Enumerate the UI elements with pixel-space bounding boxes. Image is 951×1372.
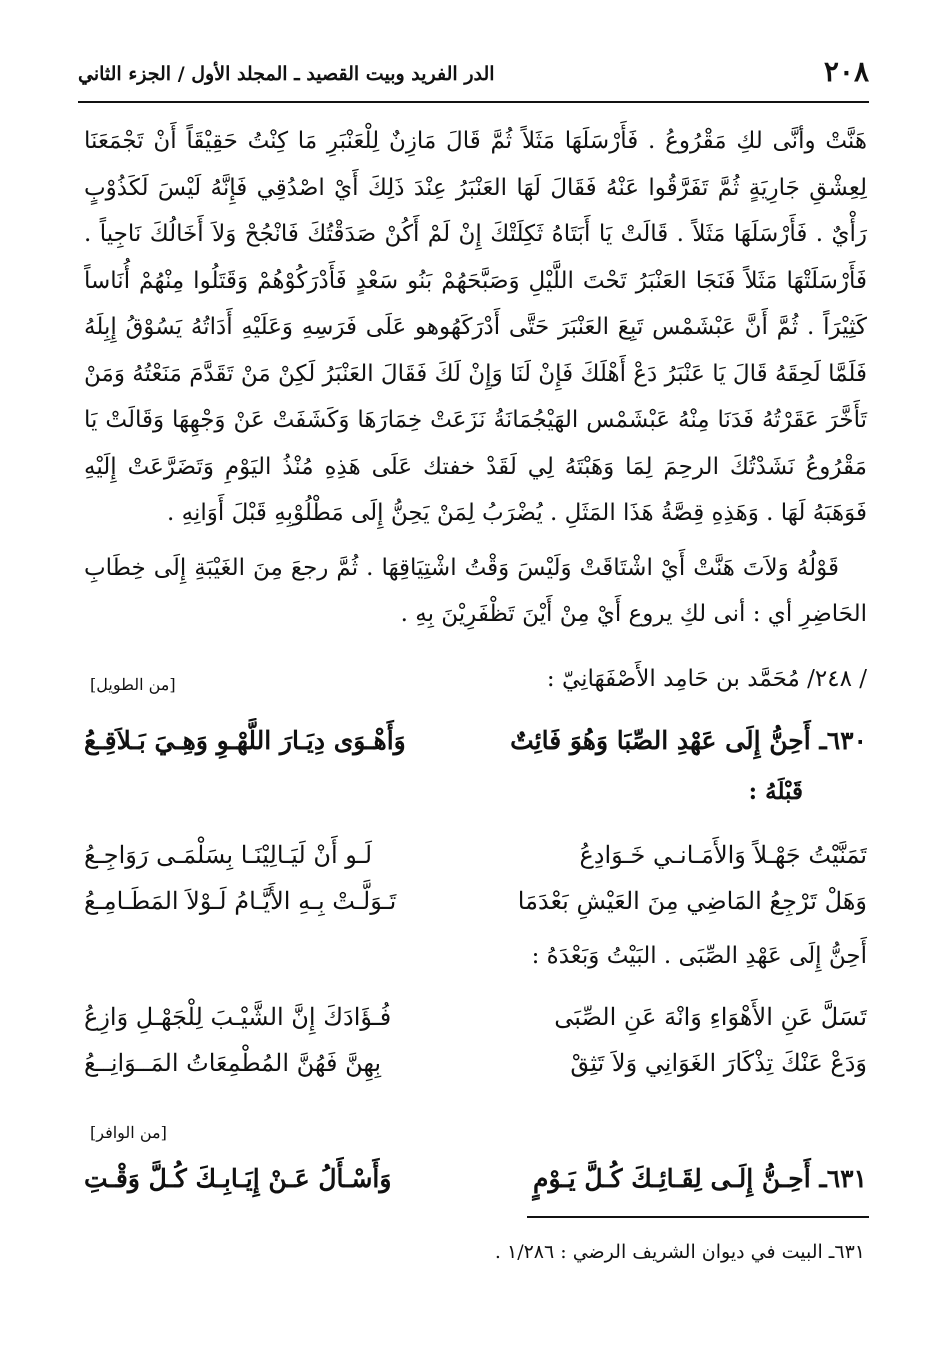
running-header [78, 52, 869, 96]
entry-wafir-heading [84, 1118, 867, 1148]
verse-after-1-second-hemistich: فُـؤَادَكَ إِنَّ الشَّيْـبَ لِلْجَهْـلِ وَازِعُ [84, 1003, 392, 1031]
verse-630-second-hemistich: وَأَهْـوَى دِيَـارَ اللَّهْـوِ وَهِـيَ بَـلاَقِـعُ [84, 726, 406, 755]
verse-after-2-first-hemistich: وَدَعْ عَنْكَ تِذْكَارَ الغَوَانِي وَلاَ تَثِقْ [570, 1049, 867, 1077]
verse-631-first-hemistich: ٦٣١ـ أَحِـنُّ إِلَـى لِقَـائِـكَ كُـلَّ يَـوْمٍ [532, 1164, 867, 1193]
verse-before-2-second-hemistich: تَـوَلَّـتْ بِـهِ الأَيَّـامُ لَـوْلاَ المَطَـامِـعُ [84, 887, 397, 915]
verse-630 [84, 718, 867, 764]
footnote-rule [527, 1216, 869, 1218]
prose-section [84, 118, 867, 638]
running-title: الدر الفريد وبيت القصيد ـ المجلد الأول / الجزء الثاني [78, 63, 495, 85]
verse-630-first-hemistich: ٦٣٠ـ أَحِنُّ إِلَى عَهْدِ الصِّبَا وَهُوَ فَائِتٌ [510, 726, 867, 755]
transition-line: أَحِنُّ إِلَى عَهْدِ الصِّبَى . البَيْتُ وَبَعْدَهُ : [531, 943, 867, 969]
prose-paragraph-story: هَنَّتْ وأنَّى لكِ مَقْرُوعُ . فَأَرْسَلَهَا مَثَلاً ثُمَّ قَالَ مَازِنٌ لِلْعَنْبَرِ مَا كِنْتُ حَقِيْقَاً أَنْ تَجْمَعَنَا لِعِشْقِ جَارِيَةٍ ثُمَّ تَفَرَّقُوا عَنْهُ فَقَالَ لَهَا العَنْبَرُ عِنْدَ ذَلِكَ أَيْ اصْدُقِي فَإِنَّهُ لَيْسَ لَكَذُوْبٍ رَأْيٌ . فَأَرْسَلَهَا مَثَلاً . قَالَتْ يَا أَبَتَاهُ ثَكِلَتْكَ إِنْ لَمْ أَكُنْ صَدَقْتُكَ فَانْجُحْ وَلاَ أَخَالُكَ نَاجِياً . فَأَرْسَلَتْهَا مَثَلاً فَنَجَا العَنْبَرُ تَحْتَ اللَّيْلِ وَصَبَّحَهُمْ بَنُو سَعْدٍ فَأَدْرَكُوْهُمْ وَقَتَلُوا مِنْهُمْ أُنَاساً كَثِيْرَاً . ثُمَّ أَنَّ عَبْشَمْس تَبِعَ العَنْبَرَ حَتَّى أَدْرَكَهُوهو عَلَى فَرَسِهِ وَعَلَيْهِ أَدَاتُهُ يَسُوْقُ إِبِلَهُ فَلَمَّا لَحِقَهُ قَالَ يَا عَنْبَرُ دَعْ أَهْلَكَ فَإِنْ لَنَا وَإِنْ لَكَ فَقَالَ العَنْبَرُ لَكِنْ مَنْ تَقَدَّمَ مَنَعْتُهُ وَمَنْ تَأَخَّرَ عَقَرْتُهُ فَدَنَا مِنْهُ عَبْشَمْس الهَيْجُمَانَةُ نَزَعَتْ خِمَارَهَا وَكَشَفَتْ عَنْ وَجْهِهَا وَقَالَتْ يَا مَقْرُوعُ نَشَدْتُكَ الرحِمَ لِمَا وَهَبْتَهُ لِي لَقَدْ خفتك عَلَى هَذِهِ مُنْذُ اليَوْمِ وَتَضَرَّعَتْ إِلَيْهِ فَوَهَبَهُ لَهَا . وَهَذِهِ قِصَّةُ هَذَا المَثَلِ . يُضْرَبُ لِمَنْ يَحِنُّ إِلَى مَطْلُوْبِهِ قَبْلَ أَوَانِهِ . [84, 128, 867, 526]
footnote: ٦٣١ـ البيت في ديوان الشريف الرضي : ١/٢٨٦ . [494, 1241, 865, 1263]
label-before: قَبْلَهُ : [748, 778, 803, 805]
verse-after-1 [84, 994, 867, 1040]
meter-label-tawil: [من الطويل] [90, 675, 176, 694]
verse-before-1-second-hemistich: لَـو أَنْ لَيَـالِيْنَـا بِسَلْمَـى رَوَاجِـعُ [84, 841, 373, 869]
verse-before-2-first-hemistich: وَهَلْ تَرْجِعُ المَاضِي مِنَ العَيْشِ بَعْدَمَا [517, 887, 867, 915]
verse-before-2 [84, 878, 867, 924]
verse-before-1-first-hemistich: تَمَنَّيْتُ جَهْـلاً وَالأَمَـانـي خَـوَادِعُ [579, 841, 867, 869]
verse-after-2 [84, 1040, 867, 1086]
verse-631 [84, 1156, 867, 1202]
meter-label-wafir: [من الوافر] [90, 1123, 167, 1142]
page-number: ٢٠٨ [823, 55, 869, 88]
verse-before-1 [84, 832, 867, 878]
header-rule [78, 101, 869, 103]
entry-248-heading [84, 660, 867, 700]
poet-attribution: / ٢٤٨/ مُحَمَّد بن حَامِد الأَصْفَهَانِيّ : [546, 666, 867, 692]
verse-631-second-hemistich: وَأَسْـأَلُ عَـنْ إِيَـابِـكَ كُـلَّ وَقْـتِ [84, 1164, 392, 1193]
verse-after-2-second-hemistich: بِهِنَّ فَهُنَّ المُطْمِعَاتُ المَــوَانِــعُ [84, 1049, 382, 1077]
prose-paragraph-commentary: قَوْلُهُ وَلاَتَ هَنَّتْ أَيْ اشْتَاقَتْ وَلَيْسَ وَقْتُ اشْتِيَاقِهَا . ثُمَّ رجعَ مِنَ الغَيْبَةِ إِلَى خِطَابِ الحَاضِرِ أي : أنى لكِ يروع أَيْ مِنْ أَيْنَ تَظْفَرِيْنَ بِهِ . [84, 554, 867, 627]
verse-after-1-first-hemistich: تَسَلَّ عَنِ الأَهْوَاءِ وَانْهَ عَنِ الصِّبَى [554, 1003, 867, 1031]
